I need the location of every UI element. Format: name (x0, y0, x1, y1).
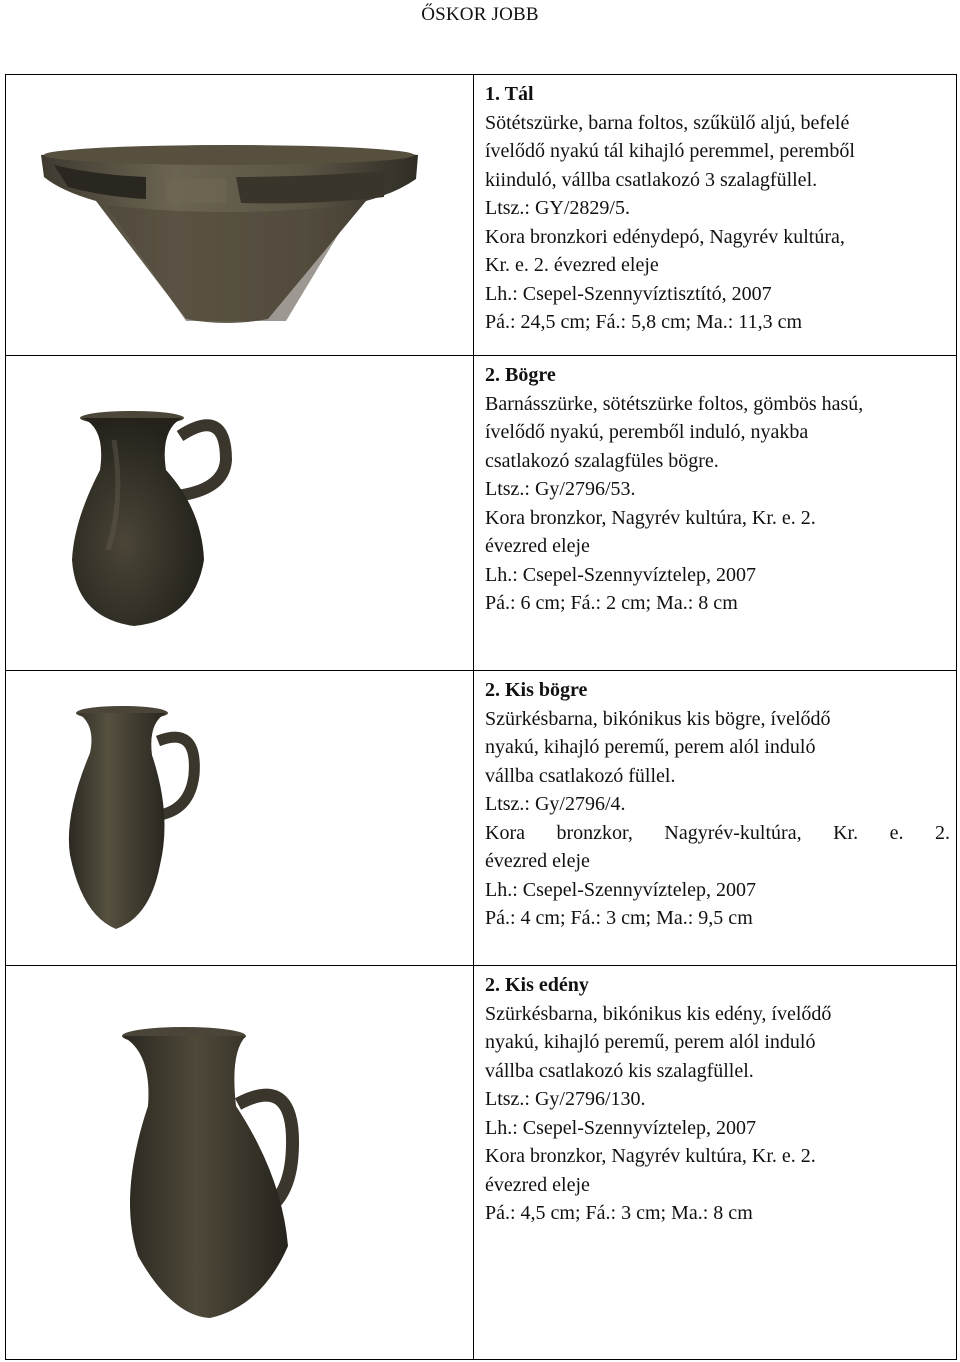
description-line: évezred eleje (485, 850, 590, 872)
item-title: 2. Kis bögre (485, 679, 588, 701)
description-line: Kr. e. 2. évezred eleje (485, 254, 659, 276)
description-line: Ltsz.: Gy/2796/53. (485, 478, 636, 500)
description-line: Kora bronzkor, Nagyrév kultúra, Kr. e. 2. (485, 506, 816, 529)
catalog-row (6, 356, 957, 671)
description-line: Sötétszürke, barna foltos, szűkülő aljú, befelé (485, 111, 850, 134)
description-line: Pá.: 24,5 cm; Fá.: 5,8 cm; Ma.: 11,3 cm (485, 311, 803, 333)
description-line: Pá.: 6 cm; Fá.: 2 cm; Ma.: 8 cm (485, 592, 738, 614)
item-title: 2. Bögre (485, 364, 556, 386)
description-line: Kora bronzkor, Nagyrév kultúra, Kr. e. 2. (485, 1145, 816, 1167)
mug-photo (54, 410, 234, 632)
description-line: Kora bronzkori edénydepó, Nagyrév kultúra, (485, 225, 845, 248)
description-line: Szürkésbarna, bikónikus kis edény, ívelődő (485, 1002, 832, 1025)
description-cell (474, 75, 957, 356)
description-line: Kora bronzkor, Nagyrév-kultúra, Kr. e. 2. (485, 821, 950, 844)
description-line: Ltsz.: Gy/2796/130. (485, 1088, 646, 1110)
image-cell (6, 75, 474, 356)
description-line: Lh.: Csepel-Szennyvíztisztító, 2007 (485, 282, 772, 305)
description-line: Lh.: Csepel-Szennyvíztelep, 2007 (485, 878, 757, 901)
catalog-row (6, 671, 957, 966)
description-line: vállba csatlakozó füllel. (485, 764, 676, 787)
item-title: 1. Tál (485, 83, 534, 105)
description-line: Pá.: 4 cm; Fá.: 3 cm; Ma.: 9,5 cm (485, 907, 753, 929)
description-line: nyakú, kihajló peremű, perem alól induló (485, 1031, 816, 1053)
page-header: ŐSKOR JOBB (421, 4, 539, 25)
description-line: ívelődő nyakú, peremből induló, nyakba (485, 421, 809, 443)
description-line: Ltsz.: GY/2829/5. (485, 197, 630, 219)
description-line: ívelődő nyakú tál kihajló peremmel, peremből (485, 140, 855, 162)
description-line: nyakú, kihajló peremű, perem alól induló (485, 736, 816, 758)
description-cell (474, 356, 957, 671)
bowl-photo (36, 141, 426, 327)
description-line: Lh.: Csepel-Szennyvíztelep, 2007 (485, 563, 757, 586)
description-cell (474, 966, 957, 1360)
catalog-row (6, 75, 957, 356)
small-vessel-photo (112, 1026, 308, 1322)
description-line: Lh.: Csepel-Szennyvíztelep, 2007 (485, 1116, 757, 1139)
description-cell (474, 671, 957, 966)
description-line: csatlakozó szalagfüles bögre. (485, 449, 719, 472)
image-cell (6, 966, 474, 1360)
description-line: Barnásszürke, sötétszürke foltos, gömbös hasú, (485, 392, 864, 415)
item-title: 2. Kis edény (485, 974, 589, 996)
description-line: Szürkésbarna, bikónikus kis bögre, ívelődő (485, 707, 831, 730)
description-line: évezred eleje (485, 1173, 590, 1196)
description-line: vállba csatlakozó kis szalagfüllel. (485, 1059, 754, 1082)
catalog-row (6, 966, 957, 1360)
small-mug-photo (60, 705, 210, 937)
description-line: Pá.: 4,5 cm; Fá.: 3 cm; Ma.: 8 cm (485, 1202, 753, 1224)
image-cell (6, 671, 474, 966)
image-cell (6, 356, 474, 671)
description-line: kiinduló, vállba csatlakozó 3 szalagfüllel. (485, 168, 818, 191)
description-line: Ltsz.: Gy/2796/4. (485, 793, 626, 815)
catalog-table (5, 74, 957, 1360)
description-line: évezred eleje (485, 535, 590, 557)
